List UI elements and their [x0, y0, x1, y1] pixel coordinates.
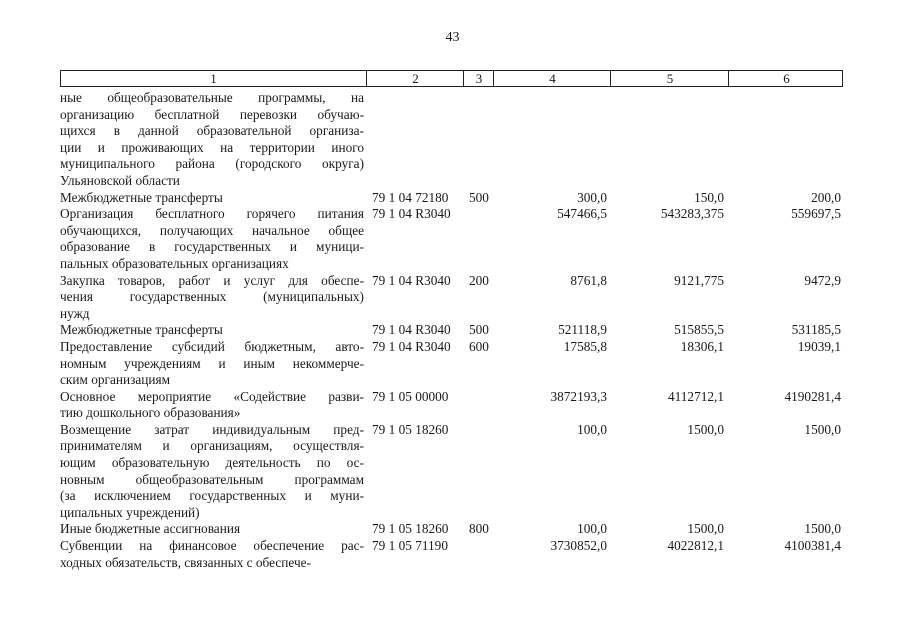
budget-code: 79 1 04 R3040: [372, 206, 451, 222]
row-description: [60, 206, 364, 272]
description-line: организацию бесплатной перевозки обучаю-: [60, 106, 364, 122]
value-col-5: 543283,375: [660, 206, 724, 222]
header-col-4: 4: [493, 71, 611, 86]
budget-code: 79 1 05 71190: [372, 538, 448, 554]
value-col-6: 200,0: [811, 189, 841, 205]
table-row: [60, 339, 843, 389]
description-line: ским организациям: [60, 372, 171, 388]
header-col-6: 6: [728, 71, 844, 86]
description-line: Возмещение затрат индивидуальным пред-: [60, 421, 364, 437]
value-col-6: 9472,9: [804, 272, 841, 288]
description-line: ные общеобразовательные программы, на: [60, 90, 364, 105]
value-col-4: 17585,8: [563, 338, 607, 354]
expense-type: 800: [469, 521, 489, 537]
expense-type: 500: [469, 189, 489, 205]
description-line: (за исключением государственных и муни-: [60, 488, 364, 504]
description-line: принимателям и организациям, осуществля-: [60, 438, 364, 454]
description-line: муниципального района (городского округа): [60, 156, 364, 172]
value-col-5: 150,0: [694, 189, 724, 205]
value-col-5: 1500,0: [687, 421, 724, 437]
budget-code: 79 1 05 00000: [372, 388, 449, 404]
table-row: [60, 322, 843, 339]
value-col-6: 531185,5: [791, 322, 841, 338]
value-col-5: 1500,0: [687, 521, 724, 537]
description-line: Субвенции на финансовое обеспечение рас-: [60, 538, 364, 554]
budget-code: 79 1 05 18260: [372, 421, 449, 437]
description-line: Межбюджетные трансферты: [60, 322, 223, 338]
description-line: Иные бюджетные ассигнования: [60, 521, 241, 537]
table-row: [60, 206, 843, 272]
row-description: [60, 389, 364, 422]
description-line: ющим образовательную деятельность по ос-: [60, 455, 364, 471]
row-description: [60, 322, 364, 339]
value-col-4: 8761,8: [570, 272, 607, 288]
table-body: [60, 90, 843, 571]
value-col-4: 3730852,0: [550, 538, 607, 554]
budget-code: 79 1 04 72180: [372, 189, 449, 205]
budget-code: 79 1 04 R3040: [372, 272, 451, 288]
row-description: [60, 90, 364, 190]
table-row: [60, 90, 843, 190]
expense-type: 600: [469, 338, 489, 354]
expense-type: 500: [469, 322, 489, 338]
value-col-4: 100,0: [577, 521, 607, 537]
description-line: чения государственных (муниципальных): [60, 289, 364, 305]
description-line: Закупка товаров, работ и услуг для обеспе-: [60, 272, 364, 288]
row-description: [60, 521, 364, 538]
description-line: Предоставление субсидий бюджетным, авто-: [60, 338, 364, 354]
row-description: [60, 339, 364, 389]
description-line: Организация бесплатного горячего питания: [60, 206, 364, 222]
description-line: Межбюджетные трансферты: [60, 189, 223, 205]
value-col-5: 18306,1: [680, 338, 724, 354]
value-col-4: 3872193,3: [550, 388, 607, 404]
table-row: [60, 389, 843, 422]
value-col-4: 547466,5: [557, 206, 607, 222]
value-col-5: 9121,775: [674, 272, 724, 288]
budget-code: 79 1 04 R3040: [372, 338, 451, 354]
description-line: номным учреждениям и иным некоммерче-: [60, 355, 364, 371]
header-col-5: 5: [610, 71, 729, 86]
value-col-6: 1500,0: [804, 521, 841, 537]
page-number: 43: [445, 30, 460, 45]
value-col-4: 521118,9: [558, 322, 607, 338]
expense-type: 200: [469, 272, 489, 288]
budget-code: 79 1 04 R3040: [372, 322, 451, 338]
value-col-6: 559697,5: [791, 206, 841, 222]
description-line: Основное мероприятие «Содействие разви-: [60, 388, 364, 404]
value-col-5: 4022812,1: [667, 538, 724, 554]
table-row: [60, 190, 843, 207]
description-line: щихся в данной образовательной организа-: [60, 123, 364, 139]
header-col-1: 1: [210, 71, 217, 86]
description-line: пальных образовательных организациях: [60, 255, 289, 271]
description-line: ходных обязательств, связанных с обеспече-: [60, 554, 311, 570]
header-col-3: 3: [463, 71, 494, 86]
description-line: новным общеобразовательным программам: [60, 471, 364, 487]
table-row: [60, 273, 843, 323]
row-description: [60, 273, 364, 323]
value-col-6: 19039,1: [797, 338, 841, 354]
description-line: образование в государственных и муници-: [60, 239, 364, 255]
description-line: обучающихся, получающих начальное общее: [60, 222, 364, 238]
description-line: Ульяновской области: [60, 172, 180, 188]
value-col-4: 300,0: [577, 189, 607, 205]
table-row: [60, 521, 843, 538]
description-line: тию дошкольного образования»: [60, 405, 241, 421]
value-col-5: 515855,5: [674, 322, 724, 338]
table-row: [60, 538, 843, 571]
table-row: [60, 422, 843, 522]
value-col-6: 1500,0: [804, 421, 841, 437]
row-description: [60, 538, 364, 571]
value-col-6: 4100381,4: [784, 538, 841, 554]
description-line: ципальных учреждений): [60, 504, 200, 520]
budget-code: 79 1 05 18260: [372, 521, 449, 537]
description-line: ции и проживающих на территории иного: [60, 139, 364, 155]
row-description: [60, 190, 364, 207]
description-line: нужд: [60, 305, 90, 321]
value-col-6: 4190281,4: [784, 388, 841, 404]
value-col-4: 100,0: [577, 421, 607, 437]
header-col-2: 2: [366, 71, 464, 86]
table-header: [60, 70, 843, 87]
row-description: [60, 422, 364, 522]
value-col-5: 4112712,1: [667, 388, 724, 404]
